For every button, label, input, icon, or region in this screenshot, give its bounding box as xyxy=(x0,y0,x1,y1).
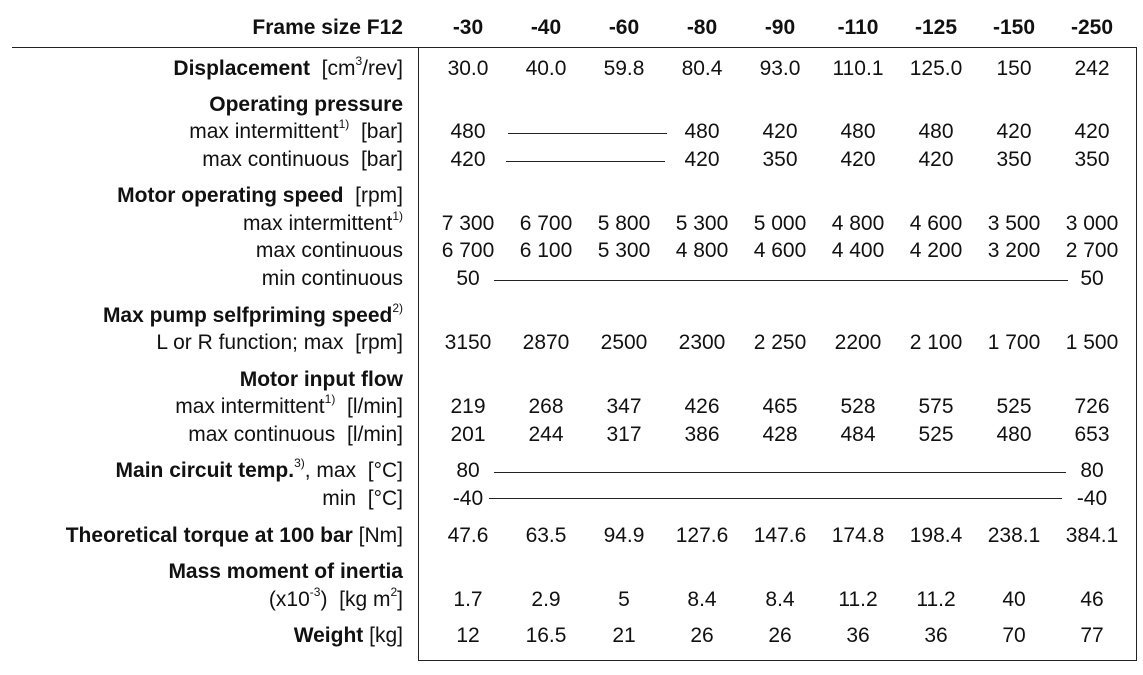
weight-cell: 77 xyxy=(1080,624,1104,647)
pressure-max-continuous-label: max continuous [bar] xyxy=(202,148,403,171)
displacement-label: Displacement $[cm^3/rev]$ xyxy=(173,54,403,80)
pressure_max_continuous-cell: 420 xyxy=(450,148,486,171)
size-header-60: -60 xyxy=(608,16,640,39)
size-header-250: -250 xyxy=(1070,16,1114,39)
flow_max_intermittent-cell: 575 xyxy=(918,395,954,418)
flow_max_intermittent-cell: 347 xyxy=(606,395,642,418)
torque-cell: 127.6 xyxy=(675,524,729,547)
range-line xyxy=(494,472,1066,473)
lr-function-label: L or R function; max [rpm] xyxy=(156,331,403,354)
flow-max-continuous-label: max continuous [l/min] xyxy=(188,423,403,446)
weight-cell: 12 xyxy=(456,624,480,647)
pump-selfpriming-heading: Max pump selfpriming speed$^{2)}$ xyxy=(102,301,403,327)
inertia-cell: 11.2 xyxy=(838,588,878,611)
pressure_max_continuous-cell: 350 xyxy=(996,148,1032,171)
weight-cell: 21 xyxy=(612,624,636,647)
speed_max_intermittent-cell: 3 000 xyxy=(1065,212,1119,235)
selfpriming-cell: 1 700 xyxy=(987,331,1041,354)
pressure_max_continuous-cell: 420 xyxy=(684,148,720,171)
torque-cell: 47.6 xyxy=(447,524,489,547)
weight-label: Weight [kg] xyxy=(293,624,403,647)
size-header-90: -90 xyxy=(764,16,796,39)
inertia-cell: 11.2 xyxy=(916,588,956,611)
column-divider xyxy=(418,47,419,661)
flow_max_intermittent-cell: 268 xyxy=(528,395,564,418)
temp_max-cell: 80 xyxy=(1080,459,1104,482)
flow_max_continuous-cell: 525 xyxy=(918,423,954,446)
speed-max-intermittent-label: max intermittent$^{1)}$ xyxy=(242,209,403,235)
selfpriming-cell: 2870 xyxy=(522,331,570,354)
flow_max_continuous-cell: 317 xyxy=(606,423,642,446)
weight-cell: 70 xyxy=(1002,624,1026,647)
speed_max_continuous-cell: 6 700 xyxy=(441,239,495,262)
torque-label: Theoretical torque at 100 bar [Nm] xyxy=(65,524,403,547)
displacement-cell: 110.1 xyxy=(832,57,884,80)
speed_min_continuous-cell: 50 xyxy=(456,267,480,290)
pressure_max_intermittent-cell: 480 xyxy=(840,120,876,143)
speed_max_intermittent-cell: 5 000 xyxy=(753,212,807,235)
speed_max_continuous-cell: 5 300 xyxy=(597,239,651,262)
speed-max-continuous-label: max continuous xyxy=(255,239,403,262)
displacement-cell: 150 xyxy=(996,57,1032,80)
torque-cell: 94.9 xyxy=(603,524,645,547)
displacement-cell: 59.8 xyxy=(603,57,645,80)
speed_max_intermittent-cell: 3 500 xyxy=(987,212,1041,235)
torque-cell: 198.4 xyxy=(909,524,963,547)
frame-size-label: Frame size F12 xyxy=(252,16,403,39)
selfpriming-cell: 2 100 xyxy=(909,331,963,354)
temp-min-label: min [°C] xyxy=(322,487,403,510)
table-bottom-border xyxy=(418,660,1137,661)
size-header-125: -125 xyxy=(914,16,958,39)
speed_max_continuous-cell: 4 400 xyxy=(831,239,885,262)
speed_max_continuous-cell: 2 700 xyxy=(1065,239,1119,262)
speed_max_intermittent-cell: 4 800 xyxy=(831,212,885,235)
speed-min-continuous-label: min continuous xyxy=(261,267,403,290)
speed_max_continuous-cell: 6 100 xyxy=(519,239,573,262)
flow-max-intermittent-label: max intermittent$^{1)}$ [l/min] xyxy=(175,392,403,418)
selfpriming-cell: 1 500 xyxy=(1065,331,1119,354)
range-line xyxy=(494,280,1068,281)
range-line xyxy=(508,133,667,134)
size-header-110: -110 xyxy=(837,16,879,39)
flow_max_intermittent-cell: 525 xyxy=(996,395,1032,418)
selfpriming-cell: 2500 xyxy=(600,331,648,354)
displacement-cell: 80.4 xyxy=(681,57,723,80)
displacement-cell: 125.0 xyxy=(909,57,963,80)
selfpriming-cell: 2200 xyxy=(834,331,882,354)
torque-cell: 174.8 xyxy=(831,524,885,547)
torque-cell: 238.1 xyxy=(987,524,1041,547)
displacement-cell: 242 xyxy=(1074,57,1110,80)
inertia-cell: 8.4 xyxy=(687,588,717,611)
inertia-unit-label: $(x10^{-3})$ [kg $m^2$] xyxy=(268,585,403,611)
range-line xyxy=(506,161,665,162)
selfpriming-cell: 2300 xyxy=(678,331,726,354)
flow_max_continuous-cell: 201 xyxy=(450,423,486,446)
pressure_max_intermittent-cell: 420 xyxy=(762,120,798,143)
flow_max_continuous-cell: 653 xyxy=(1074,423,1110,446)
weight-cell: 26 xyxy=(690,624,714,647)
inertia-cell: 40 xyxy=(1002,588,1026,611)
header-rule xyxy=(12,47,1137,48)
pressure_max_continuous-cell: 350 xyxy=(762,148,798,171)
pressure_max_intermittent-cell: 480 xyxy=(918,120,954,143)
flow_max_continuous-cell: 480 xyxy=(996,423,1032,446)
motor-input-flow-heading: Motor input flow xyxy=(239,368,403,391)
weight-cell: 16.5 xyxy=(525,624,567,647)
flow_max_intermittent-cell: 426 xyxy=(684,395,720,418)
displacement-cell: 30.0 xyxy=(447,57,489,80)
pressure-max-intermittent-label: max intermittent$^{1)}$ [bar] xyxy=(189,117,403,143)
speed_max_intermittent-cell: 4 600 xyxy=(909,212,963,235)
flow_max_intermittent-cell: 219 xyxy=(450,395,486,418)
flow_max_intermittent-cell: 726 xyxy=(1074,395,1110,418)
torque-cell: 147.6 xyxy=(753,524,807,547)
torque-cell: 384.1 xyxy=(1065,524,1119,547)
temp_min-cell: -40 xyxy=(452,487,484,510)
flow_max_intermittent-cell: 465 xyxy=(762,395,798,418)
flow_max_continuous-cell: 484 xyxy=(840,423,876,446)
range-line xyxy=(489,498,1062,499)
inertia-cell: 1.7 xyxy=(453,588,483,611)
flow_max_continuous-cell: 244 xyxy=(528,423,564,446)
pressure_max_intermittent-cell: 420 xyxy=(1074,120,1110,143)
pressure_max_continuous-cell: 420 xyxy=(840,148,876,171)
size-header-40: -40 xyxy=(530,16,562,39)
speed_max_intermittent-cell: 5 800 xyxy=(597,212,651,235)
size-header-30: -30 xyxy=(452,16,484,39)
pressure_max_continuous-cell: 420 xyxy=(918,148,954,171)
speed_max_continuous-cell: 4 800 xyxy=(675,239,729,262)
inertia-cell: 2.9 xyxy=(531,588,561,611)
speed_min_continuous-cell: 50 xyxy=(1080,267,1104,290)
main-temp-label: Main circuit temp.$^{3)}$, max [°C] xyxy=(115,456,403,482)
motor-speed-heading: Motor operating speed [rpm] xyxy=(117,184,403,207)
selfpriming-cell: 3150 xyxy=(444,331,492,354)
size-header-150: -150 xyxy=(992,16,1036,39)
weight-cell: 36 xyxy=(924,624,948,647)
pressure_max_intermittent-cell: 480 xyxy=(684,120,720,143)
torque-cell: 63.5 xyxy=(525,524,567,547)
pressure_max_continuous-cell: 350 xyxy=(1074,148,1110,171)
speed_max_intermittent-cell: 5 300 xyxy=(675,212,729,235)
pressure_max_intermittent-cell: 480 xyxy=(450,120,486,143)
speed_max_intermittent-cell: 6 700 xyxy=(519,212,573,235)
displacement-cell: 93.0 xyxy=(759,57,801,80)
selfpriming-cell: 2 250 xyxy=(753,331,807,354)
flow_max_intermittent-cell: 528 xyxy=(840,395,876,418)
inertia-cell: 46 xyxy=(1080,588,1104,611)
inertia-cell: 5 xyxy=(618,588,630,611)
speed_max_intermittent-cell: 7 300 xyxy=(441,212,495,235)
temp_max-cell: 80 xyxy=(456,459,480,482)
speed_max_continuous-cell: 4 600 xyxy=(753,239,807,262)
inertia-cell: 8.4 xyxy=(765,588,795,611)
pressure_max_intermittent-cell: 420 xyxy=(996,120,1032,143)
speed_max_continuous-cell: 3 200 xyxy=(987,239,1041,262)
flow_max_continuous-cell: 428 xyxy=(762,423,798,446)
temp_min-cell: -40 xyxy=(1076,487,1108,510)
operating-pressure-heading: Operating pressure xyxy=(209,93,403,116)
weight-cell: 26 xyxy=(768,624,792,647)
size-header-80: -80 xyxy=(686,16,718,39)
table-right-border xyxy=(1136,47,1137,661)
weight-cell: 36 xyxy=(846,624,870,647)
speed_max_continuous-cell: 4 200 xyxy=(909,239,963,262)
displacement-cell: 40.0 xyxy=(525,57,567,80)
flow_max_continuous-cell: 386 xyxy=(684,423,720,446)
inertia-heading: Mass moment of inertia xyxy=(168,560,403,583)
